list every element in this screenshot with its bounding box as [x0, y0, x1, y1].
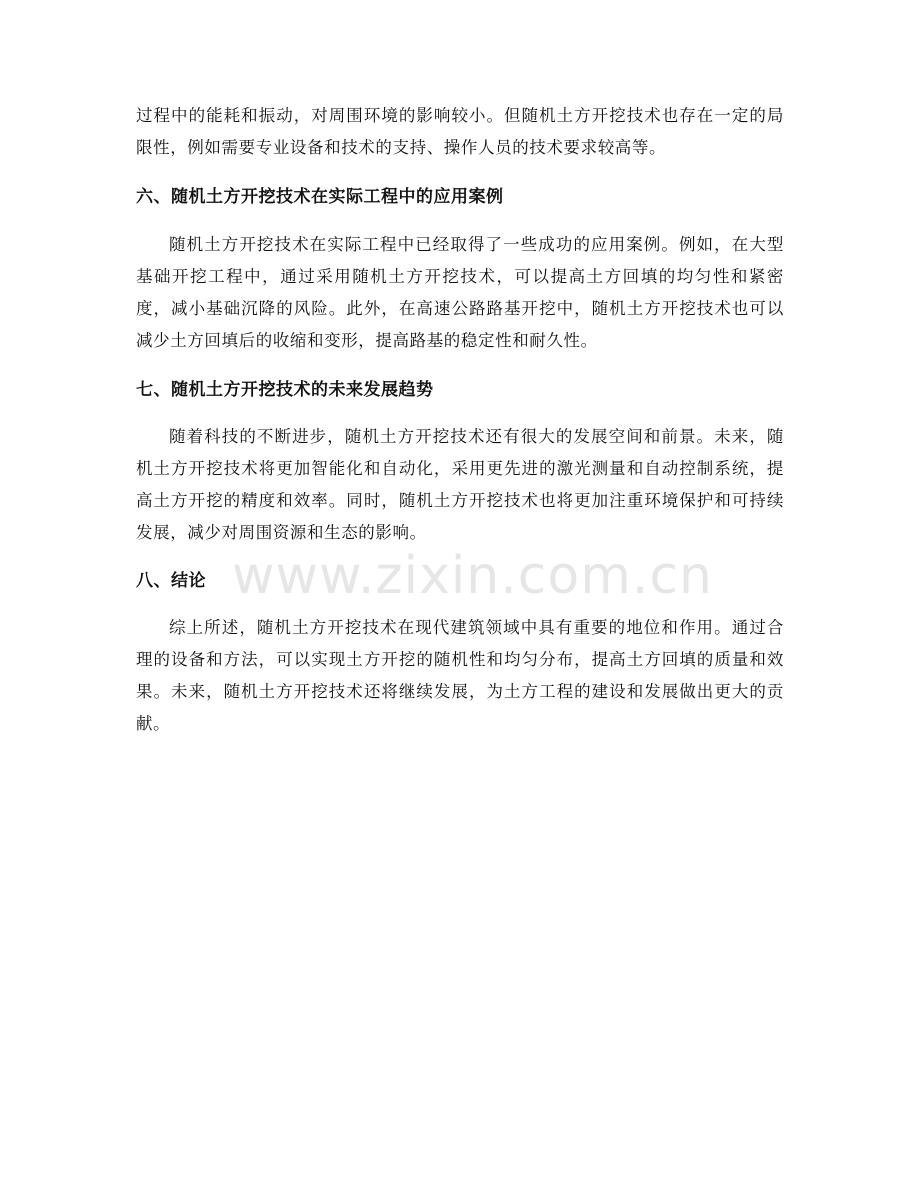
section-paragraph-six: 随机土方开挖技术在实际工程中已经取得了一些成功的应用案例。例如，在大型基础开挖工程中，通过采用随机土方开挖技术，可以提高土方回填的均匀性和紧密度，减小基础沉降的风险。此外，在高速公路路基开挖中，随机土方开挖技术也可以减少土方回填后的收缩和变形，提高路基的稳定性和耐久性。	[136, 235, 784, 350]
watermark: www.zixin.com.cn	[232, 546, 713, 606]
section-heading-eight: 八、结论	[136, 571, 206, 591]
section-heading-six: 六、随机土方开挖技术在实际工程中的应用案例	[136, 187, 504, 207]
section-heading-seven: 七、随机土方开挖技术的未来发展趋势	[136, 380, 434, 400]
intro-paragraph: 过程中的能耗和振动，对周围环境的影响较小。但随机土方开挖技术也存在一定的局限性，例如需要专业设备和技术的支持、操作人员的技术要求较高等。	[136, 106, 784, 157]
document-body	[136, 100, 784, 740]
section-paragraph-seven: 随着科技的不断进步，随机土方开挖技术还有很大的发展空间和前景。未来，随机土方开挖技术将更加智能化和自动化，采用更先进的激光测量和自动控制系统，提高土方开挖的精度和效率。同时，随机土方开挖技术也将更加注重环境保护和可持续发展，减少对周围资源和生态的影响。	[136, 427, 784, 542]
section-paragraph-eight: 综上所述，随机土方开挖技术在现代建筑领域中具有重要的地位和作用。通过合理的设备和方法，可以实现土方开挖的随机性和均匀分布，提高土方回填的质量和效果。未来，随机土方开挖技术还将继续发展，为土方工程的建设和发展做出更大的贡献。	[136, 618, 784, 733]
